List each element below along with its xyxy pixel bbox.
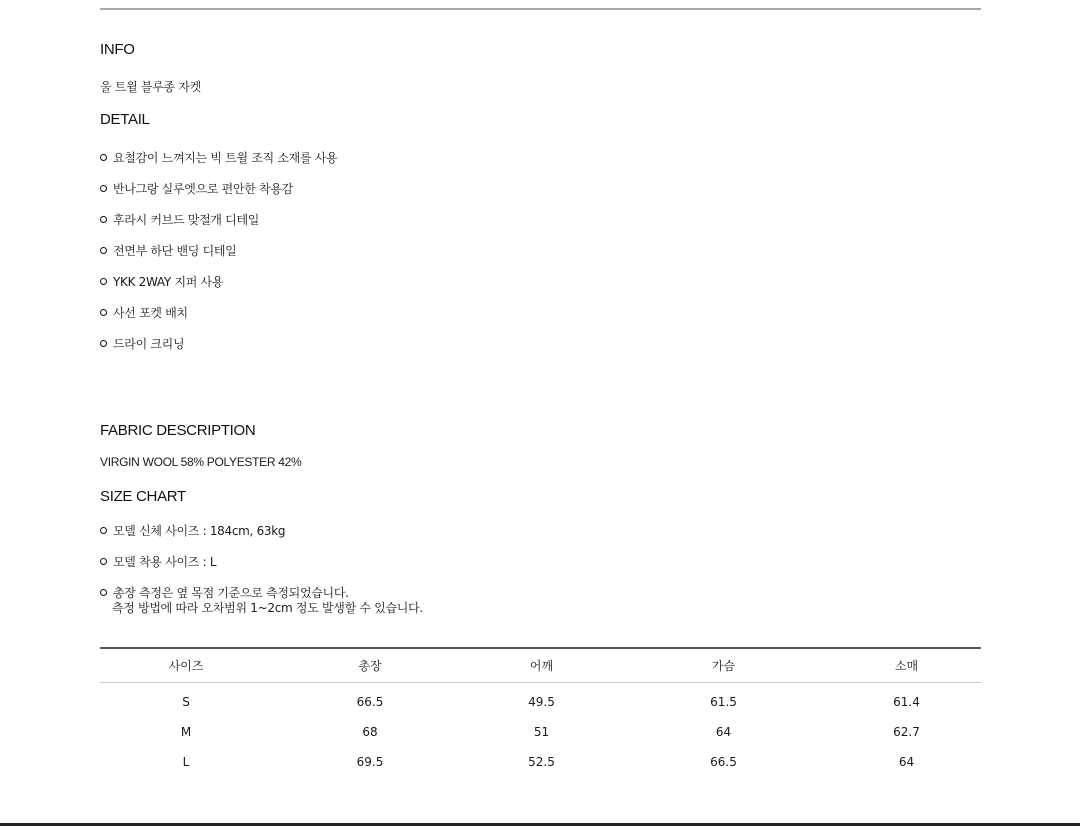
detail-heading: DETAIL	[100, 111, 150, 128]
model-size-text: 모델 착용 사이즈 : L	[113, 555, 217, 569]
bullet-circle-icon	[100, 589, 107, 596]
table-cell: S	[182, 695, 190, 709]
fabric-heading: FABRIC DESCRIPTION	[100, 422, 256, 439]
fabric-composition: VIRGIN WOOL 58% POLYESTER 42%	[100, 455, 302, 469]
model-size-info	[100, 553, 216, 570]
detail-item	[100, 180, 293, 197]
detail-item	[100, 273, 223, 290]
bullet-circle-icon	[100, 185, 107, 192]
bullet-circle-icon	[100, 216, 107, 223]
detail-item	[100, 304, 188, 321]
measurement-note-line2: 측정 방법에 따라 오차범위 1~2cm 정도 발생할 수 있습니다.	[112, 601, 423, 615]
table-cell: 66.5	[710, 755, 737, 769]
size-table	[100, 647, 981, 777]
table-cell: 66.5	[356, 695, 384, 709]
table-cell: 61.4	[893, 695, 920, 709]
table-cell: 51	[533, 725, 550, 739]
table-row	[100, 687, 981, 717]
size-chart-heading: SIZE CHART	[100, 488, 186, 505]
detail-item	[100, 211, 259, 228]
info-heading: INFO	[100, 41, 135, 58]
detail-item	[100, 242, 236, 259]
bullet-circle-icon	[100, 278, 107, 285]
table-row	[100, 747, 981, 777]
detail-item-text: 사선 포켓 배치	[113, 306, 188, 320]
bullet-circle-icon	[100, 340, 107, 347]
table-row	[100, 717, 981, 747]
table-cell: 64	[898, 755, 915, 769]
detail-item	[100, 335, 184, 352]
table-cell: L	[182, 755, 190, 769]
column-header-size: 사이즈	[168, 659, 204, 673]
table-cell: 61.5	[710, 695, 737, 709]
column-header-shoulder: 어깨	[529, 659, 554, 673]
bullet-circle-icon	[100, 558, 107, 565]
table-cell: 64	[715, 725, 732, 739]
top-divider	[100, 8, 981, 10]
table-header-row	[100, 649, 981, 682]
bullet-circle-icon	[100, 247, 107, 254]
bullet-circle-icon	[100, 154, 107, 161]
detail-item-text: 후라시 커브드 맞절개 디테일	[113, 213, 260, 227]
table-cell: 68	[362, 725, 378, 739]
table-cell: 52.5	[528, 755, 555, 769]
detail-item	[100, 149, 337, 166]
table-cell: M	[180, 725, 192, 739]
table-cell: 69.5	[356, 755, 384, 769]
product-name: 울 트윌 블루종 자켓	[100, 80, 201, 94]
table-cell: 62.7	[893, 725, 920, 739]
model-body-info	[100, 522, 285, 539]
measurement-note-line1: 총장 측정은 옆 목점 기준으로 측정되었습니다.	[113, 586, 349, 600]
column-header-length: 총장	[358, 659, 382, 673]
detail-item-text: 드라이 크리닝	[113, 337, 185, 351]
detail-item-text: 요철감이 느껴지는 빅 트윌 조직 소재를 사용	[113, 151, 338, 165]
column-header-chest: 가슴	[711, 659, 736, 673]
detail-item-text: 반나그랑 실루엣으로 편안한 착용감	[113, 182, 293, 196]
model-body-text: 모델 신체 사이즈 : 184cm, 63kg	[113, 524, 286, 538]
bullet-circle-icon	[100, 527, 107, 534]
table-cell: 49.5	[528, 695, 555, 709]
detail-item-text: 전면부 하단 밴딩 디테일	[113, 244, 237, 258]
column-header-sleeve: 소매	[894, 659, 919, 673]
bullet-circle-icon	[100, 309, 107, 316]
detail-item-text: YKK 2WAY 지퍼 사용	[113, 275, 224, 289]
